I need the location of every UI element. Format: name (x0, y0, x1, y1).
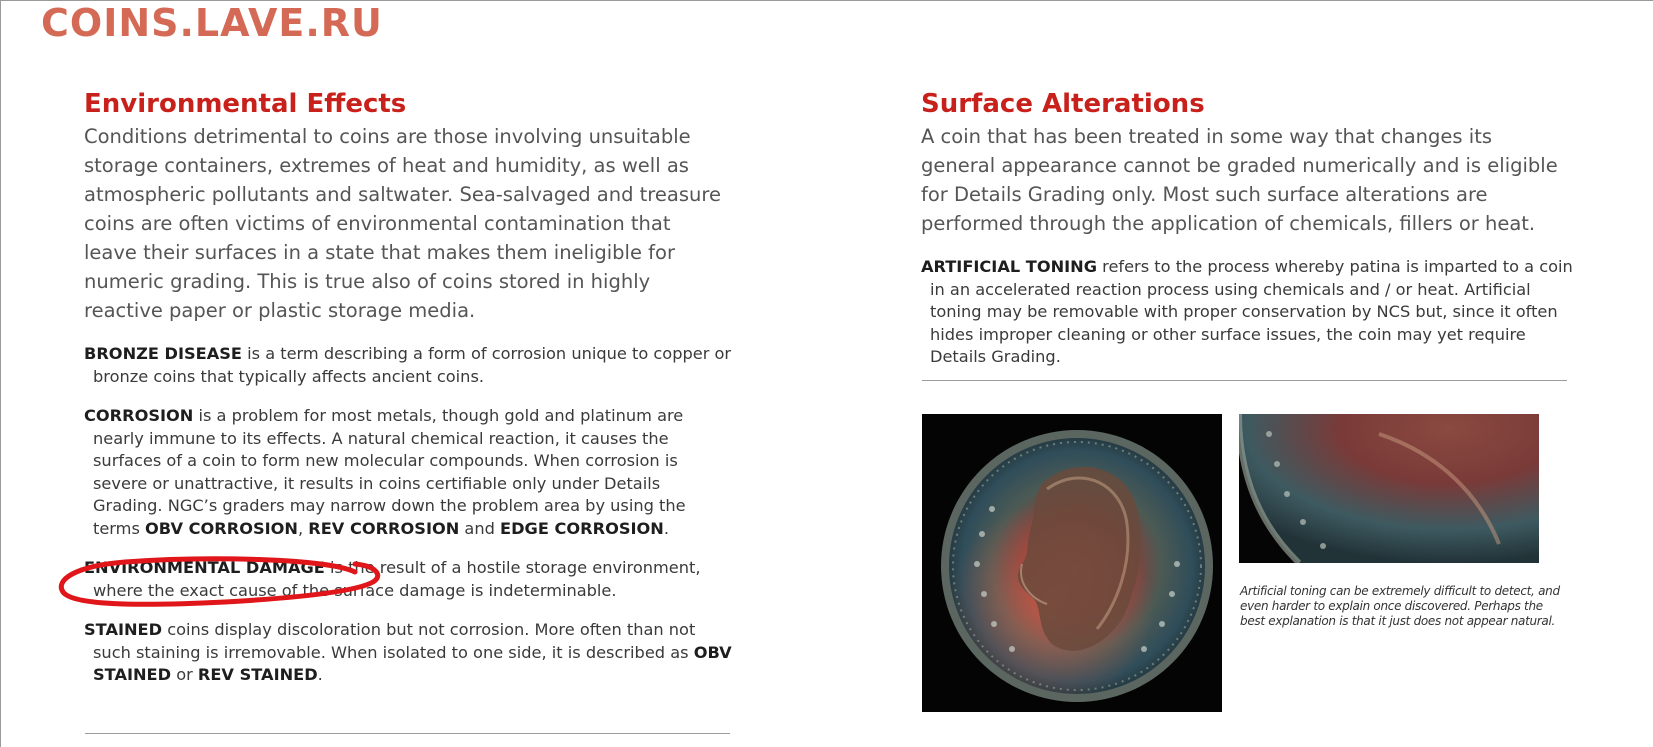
left-bottom-divider (85, 733, 730, 734)
morgan-dollar-obverse-icon (922, 414, 1222, 712)
corrosion-entry (84, 405, 734, 540)
term-stained: STAINED (84, 620, 163, 639)
surface-alterations-section (921, 86, 1581, 369)
artificial-toning-text: refers to the process whereby patina is imparted to a coin in an accelerated reaction process using chemicals and / or heat. Artificial toning may be removable with proper conservation by NCS but, since it often hides improper cleaning or other surface issues, the coin may yet require Details Grading. (930, 257, 1573, 366)
term-rev-corrosion: REV CORROSION (308, 518, 460, 538)
term-obv-stained: OBV STAINED (93, 642, 732, 684)
red-ellipse-annotation-icon (55, 554, 385, 614)
environmental-damage-text: is the result of a hostile storage environment, where the exact cause of the surface damage is indeterminable. (93, 558, 701, 600)
term-rev-stained: REV STAINED (197, 665, 318, 684)
corrosion-end: . (663, 518, 669, 538)
frame-left-border (0, 0, 1, 747)
term-bronze-disease: BRONZE DISEASE (84, 344, 242, 363)
coin-photo-caption: Artificial toning can be extremely difficult to detect, and even harder to explain once discovered. Perhaps the best explanation is that it just does not appear natural. (1240, 584, 1560, 629)
surface-alterations-intro: A coin that has been treated in some way that changes its general appearance cannot be graded numerically and is eligible for Details Grading only. Most such surface alterations are performed through the application of chemicals, fillers or heat. (921, 125, 1558, 235)
corrosion-text: is a problem for most metals, though gold and platinum are nearly immune to its effects. A natural chemical reaction, it causes the surfaces of a coin to form new molecular compounds. When corrosion is severe or unattractive, it results in coins certifiable only under Details Grading. NGC’s graders may narrow down the problem area by using the terms (93, 406, 686, 538)
term-environmental-damage: ENVIRONMENTAL DAMAGE (84, 558, 325, 577)
right-divider (922, 380, 1567, 381)
environmental-effects-intro: Conditions detrimental to coins are those involving unsuitable storage containers, extremes of heat and humidity, as well as atmospheric pollutants and saltwater. Sea-salvaged and treasure coins are often victims of environmental contamination that leave their surfaces in a state that makes them ineligible for numeric grading. This is true also of coins stored in highly reactive paper or plastic storage media. (84, 125, 721, 322)
morgan-dollar-detail-icon (1239, 414, 1539, 563)
section-title-surface-alterations: Surface Alterations (921, 89, 1205, 119)
bronze-disease-entry (84, 343, 734, 388)
term-corrosion: CORROSION (84, 406, 194, 425)
term-obv-corrosion: OBV CORROSION (145, 518, 298, 538)
artificial-toning-entry (921, 256, 1585, 369)
corrosion-sep-1: , (297, 518, 309, 538)
stained-text: coins display discoloration but not corrosion. More often than not such staining is irremovable. When isolated to one side, it is described as (93, 620, 696, 662)
bronze-disease-text: is a term describing a form of corrosion unique to copper or bronze coins that typically affects ancient coins. (93, 344, 732, 386)
term-artificial-toning: ARTIFICIAL TONING (921, 257, 1097, 276)
corrosion-sep-2: and (459, 518, 501, 538)
coin-photo-detail (1239, 414, 1539, 563)
site-watermark-logo: COINS.LAVE.RU (41, 1, 383, 45)
section-title-environmental-effects: Environmental Effects (84, 89, 407, 119)
term-edge-corrosion: EDGE CORROSION (500, 518, 664, 538)
coin-photo-full (922, 414, 1222, 712)
stained-end: . (317, 665, 323, 684)
stained-entry (84, 619, 734, 687)
stained-sep-1: or (171, 665, 198, 684)
